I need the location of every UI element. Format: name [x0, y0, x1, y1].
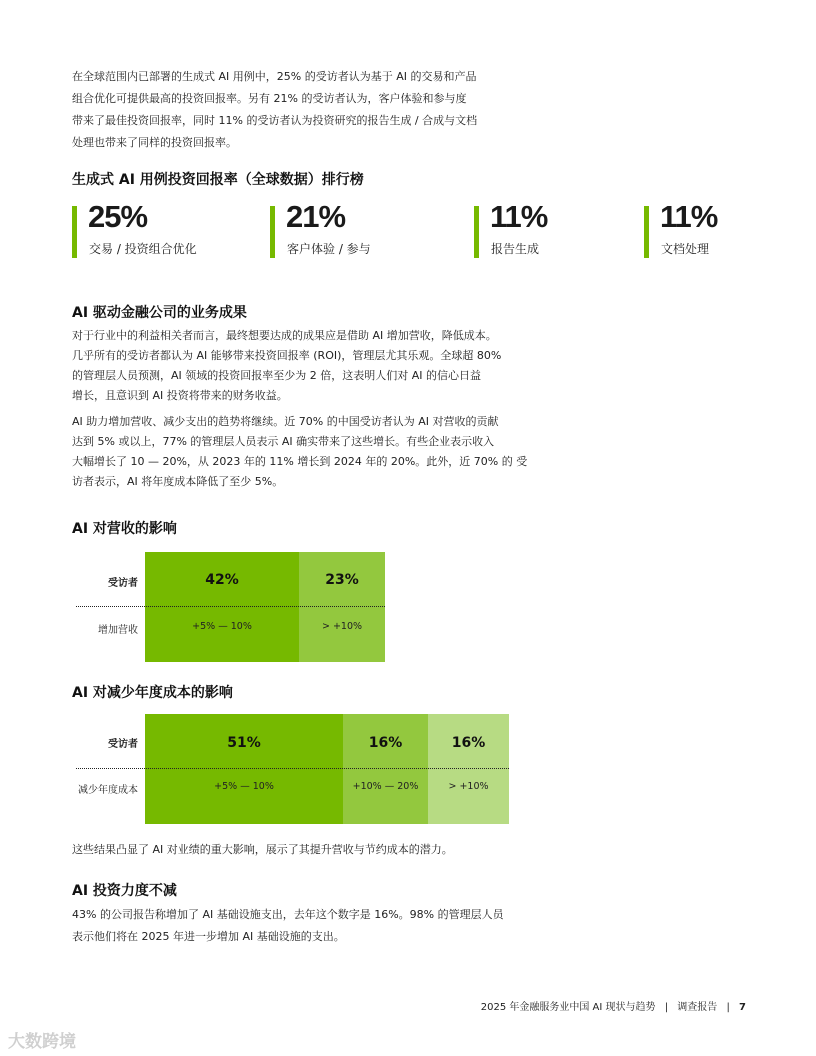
stat-label: 文档处理 — [661, 242, 710, 256]
segment-range: > +10% — [448, 781, 489, 792]
footer-separator: | — [664, 1002, 669, 1013]
summary-text: 这些结果凸显了 AI 对业绩的重大影响，展示了其提升营收与节约成本的潜力。 — [72, 843, 453, 856]
cost-chart-title: AI 对减少年度成本的影响 — [72, 685, 233, 701]
row-label-respondents: 受访者 — [108, 739, 138, 750]
segment-value: 16% — [368, 735, 403, 751]
watermark-logo: 大数跨境 — [8, 1032, 76, 1052]
revenue-segment-1 — [145, 552, 299, 662]
investment-line: 表示他们将在 2025 年进一步增加 AI 基础设施的支出。 — [72, 930, 345, 943]
intro-line: 带来了最佳投资回报率，同时 11% 的受访者认为投资研究的报告生成 / 合成与文档 — [72, 114, 478, 127]
outcomes-line: 几乎所有的受访者都认为 AI 能够带来投资回报率 (ROI)，管理层尤其乐观。全球超 80% — [72, 349, 502, 362]
stat-value: 25% — [88, 199, 148, 234]
intro-line: 处理也带来了同样的投资回报率。 — [72, 136, 237, 149]
stat-accent-bar — [474, 206, 479, 258]
segment-value: 42% — [205, 572, 239, 588]
row-label-revenue: 增加营收 — [98, 625, 138, 636]
stat-label: 报告生成 — [491, 242, 540, 256]
stat-value: 11% — [660, 199, 718, 234]
page-footer — [481, 998, 746, 1013]
ranking-title: 生成式 AI 用例投资回报率（全球数据）排行榜 — [72, 172, 364, 188]
stat-accent-bar — [644, 206, 649, 258]
footer-doc-title: 2025 年金融服务业中国 AI 现状与趋势 — [480, 1002, 656, 1013]
intro-line: 在全球范围内已部署的生成式 AI 用例中，25% 的受访者认为基于 AI 的交易和产品 — [72, 70, 477, 83]
segment-value: 51% — [227, 735, 261, 751]
segment-value: 23% — [325, 572, 359, 588]
segment-range: +10% — 20% — [352, 781, 419, 792]
footer-section: 调查报告 — [677, 1002, 718, 1013]
stat-label: 交易 / 投资组合优化 — [89, 242, 197, 256]
outcomes-title: AI 驱动金融公司的业务成果 — [72, 305, 247, 321]
stat-value: 11% — [490, 199, 548, 234]
outcomes-line: 访者表示，AI 将年度成本降低了至少 5%。 — [72, 475, 284, 488]
intro-line: 组合优化可提供最高的投资回报率。另有 21% 的受访者认为，客户体验和参与度 — [72, 92, 467, 105]
outcomes-line: 大幅增长了 10 — 20%，从 2023 年的 11% 增长到 2024 年的 20%。此外，近 70% 的 受 — [72, 455, 528, 468]
outcomes-line: 达到 5% 或以上，77% 的管理层人员表示 AI 确实带来了这些增长。有些企业表示收入 — [72, 435, 495, 448]
row-label-respondents: 受访者 — [108, 578, 138, 589]
stat-label: 客户体验 / 参与 — [287, 242, 371, 256]
cost-segment-1 — [145, 714, 343, 824]
outcomes-line: 增长，且意识到 AI 投资将带来的财务收益。 — [72, 389, 288, 402]
page-number: 7 — [739, 1002, 746, 1013]
investment-title: AI 投资力度不减 — [72, 883, 177, 899]
stat-accent-bar — [72, 206, 77, 258]
outcomes-line: 对于行业中的利益相关者而言，最终想要达成的成果应是借助 AI 增加营收，降低成本。 — [72, 329, 497, 342]
segment-range: +5% — 10% — [192, 621, 252, 632]
dotted-divider — [76, 606, 385, 607]
cost-segment-2 — [343, 714, 428, 824]
footer-separator: | — [726, 1002, 730, 1013]
outcomes-line: AI 助力增加营收、减少支出的趋势将继续。近 70% 的中国受访者认为 AI 对营收的贡献 — [72, 415, 499, 428]
cost-segment-3 — [428, 714, 509, 824]
stat-value: 21% — [286, 199, 346, 234]
investment-line: 43% 的公司报告称增加了 AI 基础设施支出，去年这个数字是 16%。98% 的管理层人员 — [72, 908, 504, 921]
row-label-cost: 减少年度成本 — [78, 785, 138, 796]
segment-value: 16% — [451, 735, 486, 751]
dotted-divider — [76, 768, 509, 769]
stat-accent-bar — [270, 206, 275, 258]
revenue-segment-2 — [299, 552, 385, 662]
segment-range: +5% — 10% — [214, 781, 274, 792]
outcomes-line: 的管理层人员预测，AI 领域的投资回报率至少为 2 倍，这表明人们对 AI 的信心日益 — [72, 369, 482, 382]
segment-range: > +10% — [321, 621, 363, 632]
revenue-chart-title: AI 对营收的影响 — [72, 521, 177, 537]
